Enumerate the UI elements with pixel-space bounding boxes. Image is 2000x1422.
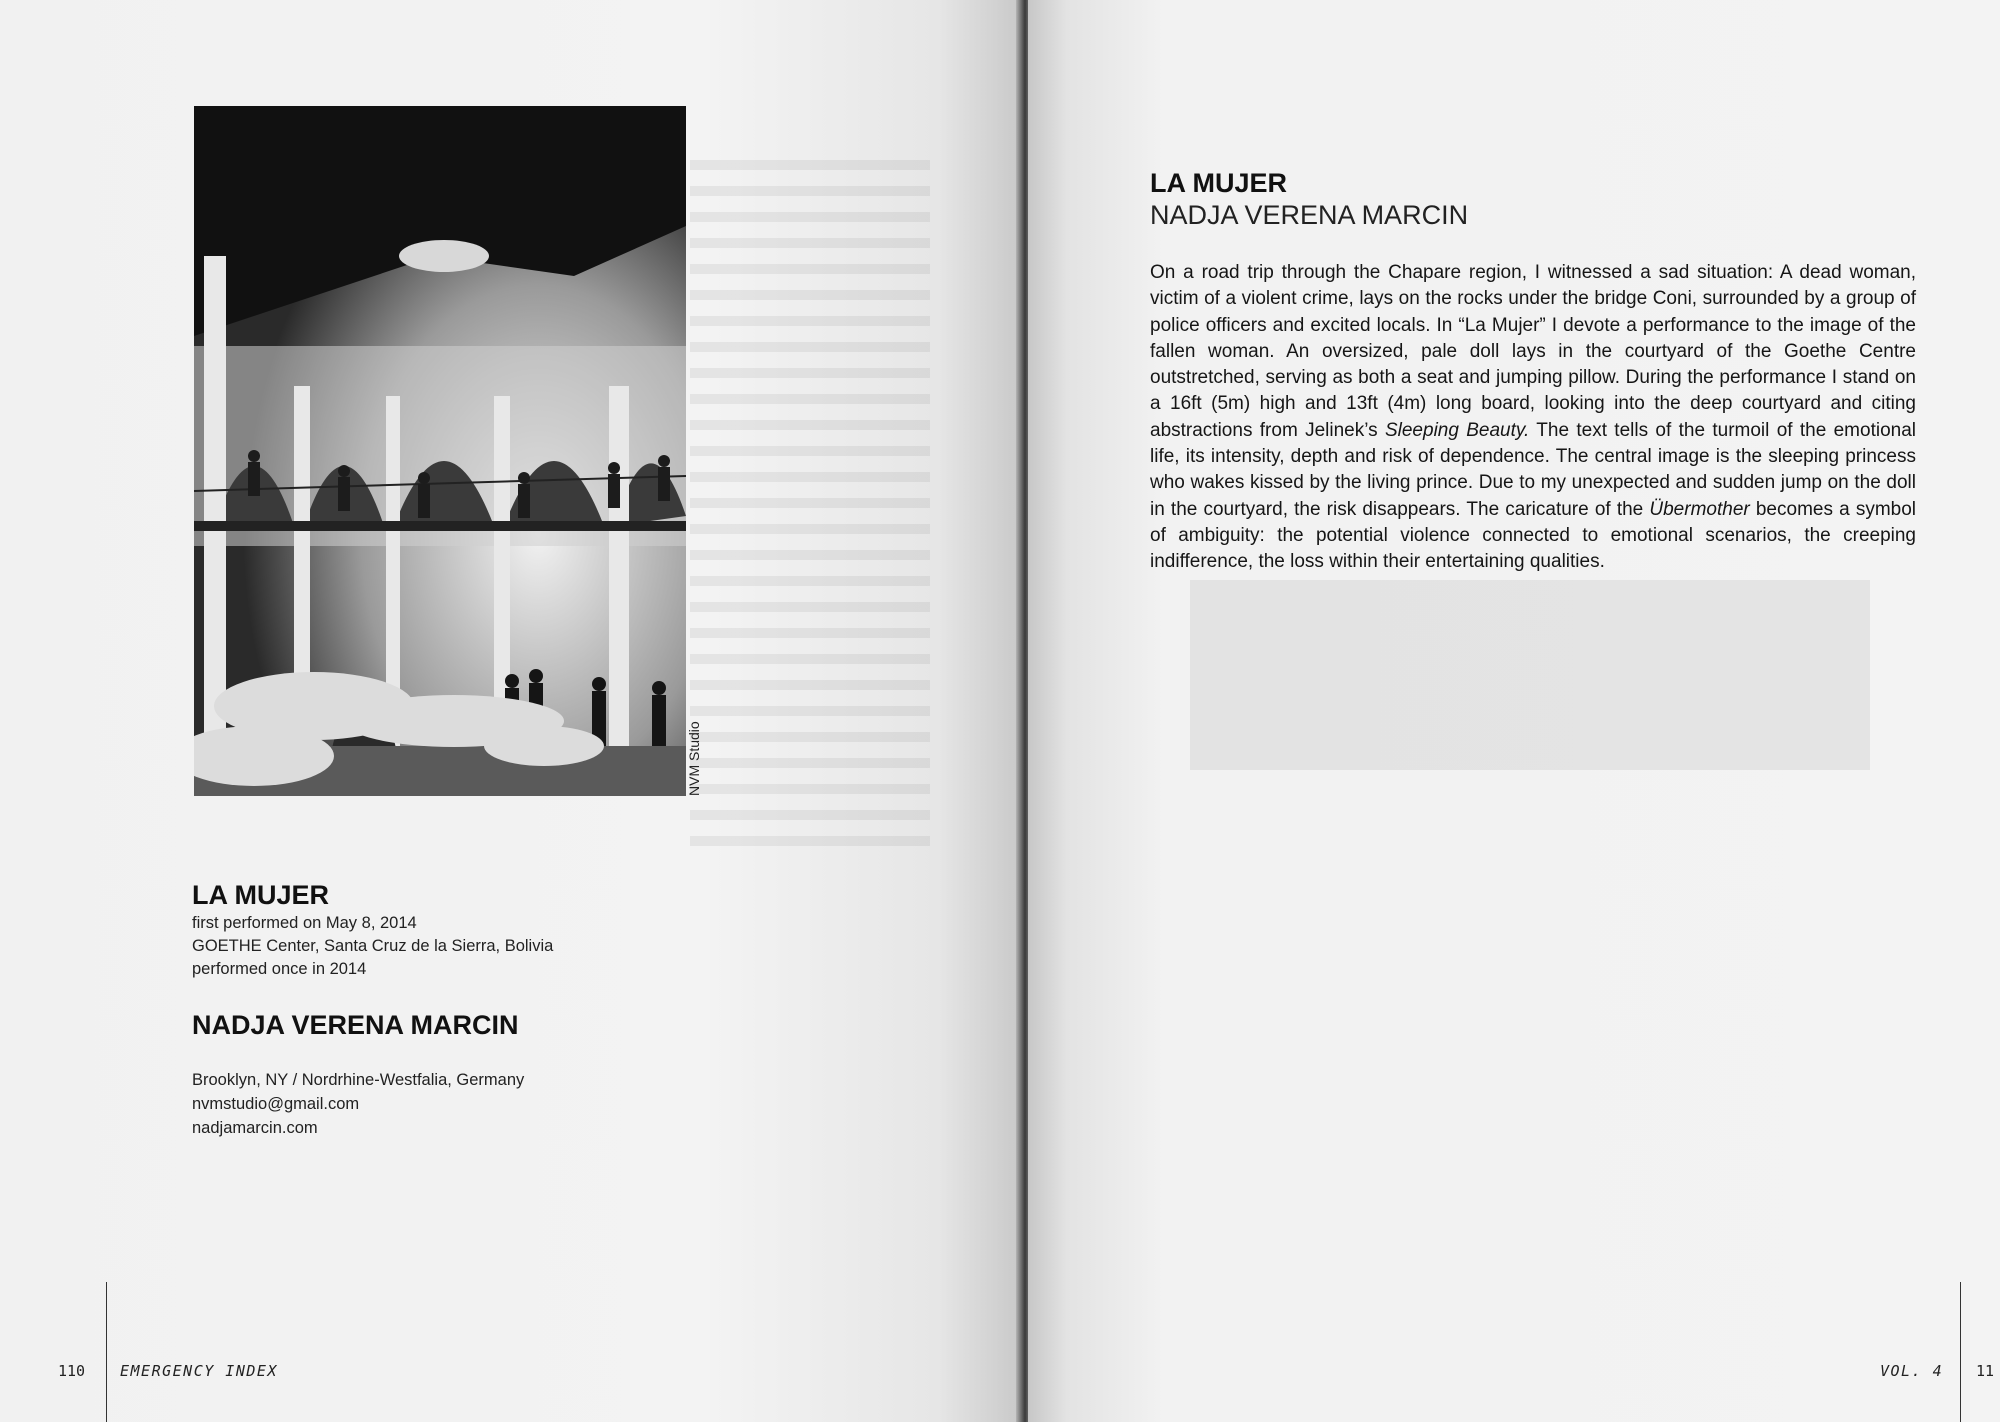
essay-text-2: The text tells of the turmoil of the emotional life, its intensity, depth and risk of dependence. The central image is the sleeping princess who wakes kissed by the living prince. Due to my unexpected and sudden jump on the doll in the courtyard, the risk disappears. The caricature of the — [1150, 419, 1916, 520]
photo-credit: NVM Studio — [686, 721, 702, 796]
performance-photo — [194, 106, 686, 796]
essay-emphasis-ubermother: Übermother — [1649, 498, 1750, 520]
page-number-left: 110 — [58, 1362, 86, 1380]
volume-label: VOL. 4 — [1880, 1362, 1944, 1380]
artist-email: nvmstudio@gmail.com — [192, 1095, 360, 1113]
artist-website: nadjamarcin.com — [192, 1119, 318, 1137]
performance-frequency: performed once in 2014 — [192, 960, 367, 978]
work-details — [192, 912, 553, 981]
page-number-right: 11 — [1976, 1362, 1995, 1380]
essay-emphasis-sleeping-beauty: Sleeping Beauty. — [1384, 419, 1530, 441]
courtyard-photo-image — [194, 106, 686, 796]
artist-location: Brooklyn, NY / Nordrhine-Westfalia, Germany — [192, 1071, 525, 1089]
performance-venue: GOETHE Center, Santa Cruz de la Sierra, Bolivia — [192, 937, 554, 955]
essay-artist: NADJA VERENA MARCIN — [1150, 200, 1469, 230]
essay-title: LA MUJER — [1150, 168, 1288, 198]
essay-text-1: On a road trip through the Chapare region, I witnessed a sad situation: A dead woman, victim of a violent crime, lays on the rocks under the bridge Coni, surrounded by a group of police officers and excited locals. In “La Mujer” I devote a performance to the image of the fallen woman. An oversized, pale doll lays in the courtyard of the Goethe Centre outstretched, serving as both a seat and jumping pillow. During the performance I stand on a 16ft (5m) high and 13ft (4m) long board, looking into the deep courtyard and citing abstractions from Jelinek’s — [1150, 262, 1916, 441]
essay-text-3: becomes a symbol of ambiguity: the potential violence connected to emotional scenarios, the creeping indifference, the loss within their entertaining qualities. — [1150, 498, 1916, 573]
show-through-text — [690, 160, 930, 860]
show-through-image — [1190, 580, 1870, 770]
artist-name: NADJA VERENA MARCIN — [192, 1010, 519, 1040]
footer-rule-right — [1960, 1282, 1961, 1422]
footer-rule-left — [106, 1282, 107, 1422]
work-title: LA MUJER — [192, 880, 330, 910]
essay-body — [1150, 260, 1916, 576]
publication-title: EMERGENCY INDEX — [120, 1362, 278, 1380]
artist-contact — [192, 1068, 524, 1140]
first-performed-date: first performed on May 8, 2014 — [192, 914, 417, 932]
